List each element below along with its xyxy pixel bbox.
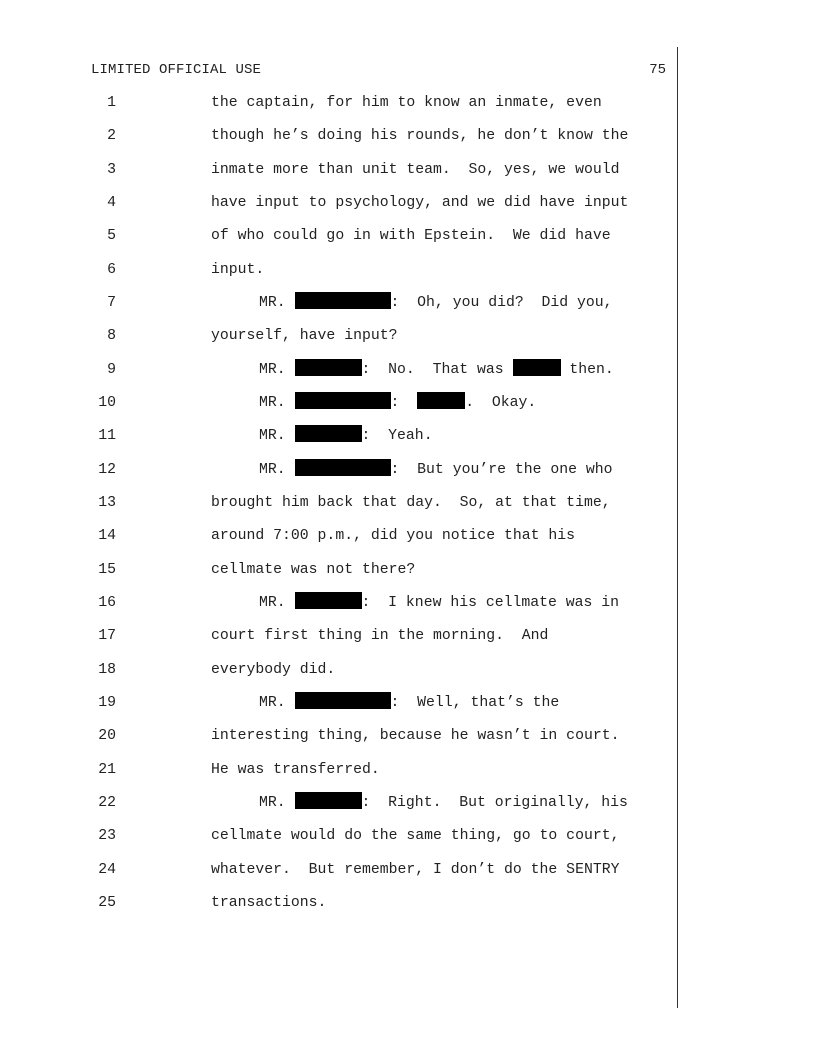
line-text: cellmate would do the same thing, go to court, — [211, 828, 620, 844]
transcript-line — [0, 892, 327, 914]
line-number: 10 — [98, 395, 116, 411]
line-number: 21 — [98, 762, 116, 778]
transcript-line — [0, 392, 537, 414]
speaker-title: MR. — [259, 428, 286, 444]
line-text: brought him back that day. So, at that time, — [211, 495, 611, 511]
right-margin-rule — [677, 47, 678, 1008]
line-text: : But you’re the one who — [390, 462, 613, 478]
line-number: 7 — [107, 295, 116, 311]
line-number: 25 — [98, 895, 116, 911]
speaker-line — [259, 459, 613, 481]
transcript-line — [0, 792, 628, 814]
redaction-box — [295, 459, 391, 476]
line-number: 18 — [98, 662, 116, 678]
line-number: 3 — [107, 162, 116, 178]
transcript-line — [0, 492, 611, 514]
page-header-classification: LIMITED OFFICIAL USE — [91, 62, 262, 78]
transcript-line — [0, 159, 620, 181]
line-number: 5 — [107, 228, 116, 244]
redaction-box — [295, 425, 362, 442]
transcript-line — [0, 659, 336, 681]
redaction-box — [295, 592, 362, 609]
transcript-line — [0, 359, 614, 381]
line-text: everybody did. — [211, 662, 336, 678]
line-text: of who could go in with Epstein. We did have — [211, 228, 611, 244]
line-text: : Right. But originally, his — [361, 795, 628, 811]
transcript-line — [0, 125, 629, 147]
line-text: cellmate was not there? — [211, 562, 416, 578]
speaker-title: MR. — [259, 695, 286, 711]
line-text: : Well, that’s the — [390, 695, 560, 711]
transcript-line — [0, 559, 416, 581]
transcript-line — [0, 525, 576, 547]
line-text: He was transferred. — [211, 762, 380, 778]
line-text: : No. That was — [361, 362, 504, 378]
line-text-continued: then. — [569, 362, 614, 378]
line-text: court first thing in the morning. And — [211, 628, 549, 644]
line-number: 4 — [107, 195, 116, 211]
line-number: 9 — [107, 362, 116, 378]
line-number: 24 — [98, 862, 116, 878]
line-number: 16 — [98, 595, 116, 611]
line-text: though he’s doing his rounds, he don’t know the — [211, 128, 629, 144]
line-number: 11 — [98, 428, 116, 444]
line-text: the captain, for him to know an inmate, even — [211, 95, 602, 111]
speaker-line — [259, 592, 619, 614]
speaker-title: MR. — [259, 595, 286, 611]
line-number: 2 — [107, 128, 116, 144]
redaction-box — [417, 392, 465, 409]
transcript-line — [0, 692, 560, 714]
speaker-title: MR. — [259, 295, 286, 311]
speaker-title: MR. — [259, 795, 286, 811]
speaker-title: MR. — [259, 395, 286, 411]
line-text: whatever. But remember, I don’t do the SENTRY — [211, 862, 620, 878]
line-number: 17 — [98, 628, 116, 644]
transcript-line — [0, 292, 613, 314]
line-text: transactions. — [211, 895, 327, 911]
line-text: : I knew his cellmate was in — [361, 595, 620, 611]
line-text: : Yeah. — [361, 428, 433, 444]
redaction-box — [513, 359, 561, 376]
line-text: input. — [211, 262, 265, 278]
line-text: inmate more than unit team. So, yes, we would — [211, 162, 620, 178]
redaction-box — [295, 692, 391, 709]
transcript-line — [0, 759, 380, 781]
redaction-box — [295, 292, 391, 309]
speaker-line — [259, 392, 536, 414]
transcript-line — [0, 259, 265, 281]
speaker-line — [259, 692, 559, 714]
line-text: have input to psychology, and we did have input — [211, 195, 629, 211]
page-number: 75 — [649, 62, 666, 78]
speaker-line — [259, 292, 613, 314]
speaker-title: MR. — [259, 462, 286, 478]
speaker-line — [259, 425, 433, 447]
line-text: : Oh, you did? Did you, — [390, 295, 613, 311]
transcript-line — [0, 225, 611, 247]
line-number: 22 — [98, 795, 116, 811]
line-number: 12 — [98, 462, 116, 478]
line-number: 15 — [98, 562, 116, 578]
transcript-line — [0, 325, 398, 347]
line-number: 23 — [98, 828, 116, 844]
redaction-box — [295, 792, 362, 809]
transcript-line — [0, 92, 602, 114]
transcript-line — [0, 725, 620, 747]
line-number: 13 — [98, 495, 116, 511]
speaker-line — [259, 792, 628, 814]
redaction-box — [295, 359, 362, 376]
transcript-line — [0, 592, 620, 614]
line-number: 6 — [107, 262, 116, 278]
line-text: : — [390, 395, 400, 411]
transcript-line — [0, 192, 629, 214]
line-number: 1 — [107, 95, 116, 111]
transcript-line — [0, 625, 549, 647]
line-text: interesting thing, because he wasn’t in court. — [211, 728, 620, 744]
line-text: around 7:00 p.m., did you notice that his — [211, 528, 576, 544]
line-text: yourself, have input? — [211, 328, 398, 344]
line-number: 14 — [98, 528, 116, 544]
transcript-line — [0, 859, 620, 881]
speaker-line — [259, 359, 614, 381]
transcript-line — [0, 425, 433, 447]
line-number: 19 — [98, 695, 116, 711]
speaker-title: MR. — [259, 362, 286, 378]
line-number: 20 — [98, 728, 116, 744]
transcript-line — [0, 459, 613, 481]
redaction-box — [295, 392, 391, 409]
line-number: 8 — [107, 328, 116, 344]
transcript-line — [0, 825, 620, 847]
line-text-continued: . Okay. — [465, 395, 537, 411]
